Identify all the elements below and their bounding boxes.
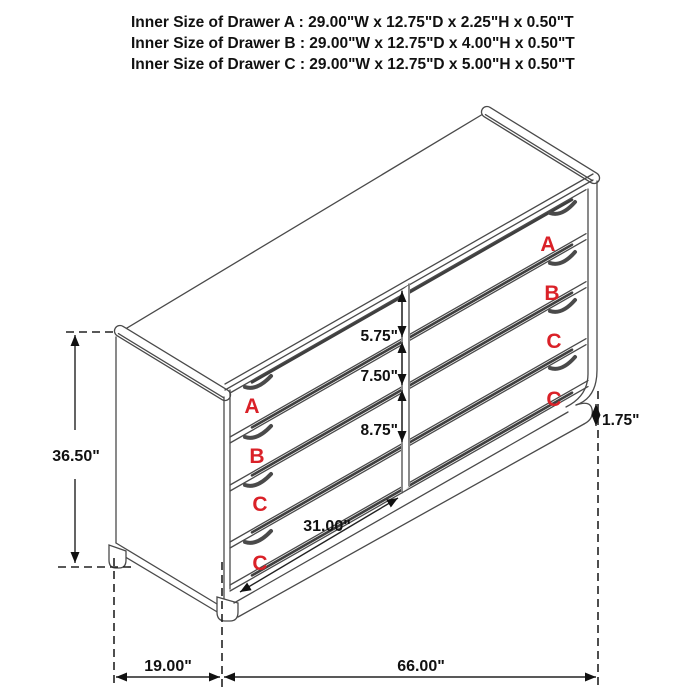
front-left-foot <box>217 597 238 621</box>
total-height-label: 36.50" <box>52 448 100 465</box>
front-right-edge-inner <box>566 189 588 407</box>
drawer-c-height-label: 8.75" <box>360 422 398 439</box>
side-panel-bottom-edge <box>116 543 222 607</box>
inner-size-line-a: Inner Size of Drawer A : 29.00"W x 12.75"D x 2.25"H x 0.50"T <box>131 14 574 31</box>
dimension-labels <box>52 328 639 675</box>
base-height-label: 1.75" <box>602 412 640 429</box>
side-panel-skirt-line <box>117 552 224 616</box>
gap-shadow-a <box>252 200 572 383</box>
top-rail-left <box>114 325 230 400</box>
back-left-foot <box>109 545 126 568</box>
inner-size-line-c: Inner Size of Drawer C : 29.00"W x 12.75"D x 5.00"H x 0.50"T <box>131 56 575 73</box>
drawer-letter-left-b: B <box>249 445 265 468</box>
drawer-letter-right-b: B <box>544 282 560 305</box>
top-rail-left-bevel <box>118 334 223 398</box>
front-right-edge-outer <box>576 181 597 405</box>
drawer-opening-width-label: 31.00" <box>303 518 351 535</box>
gap-shadow-bc <box>252 293 572 476</box>
side-depth-label: 19.00" <box>144 658 192 675</box>
inner-size-line-b: Inner Size of Drawer B : 29.00"W x 12.75"D x 4.00"H x 0.50"T <box>131 35 575 52</box>
drawer-letter-left-c1: C <box>252 493 268 516</box>
gap-shadow-ab <box>252 245 572 428</box>
drawer-letter-right-c1: C <box>546 330 562 353</box>
drawer-letter-right-a: A <box>540 233 556 256</box>
cabinet-outline <box>109 106 600 621</box>
drawer-a-height-label: 5.75" <box>360 328 398 345</box>
top-back-edge <box>122 111 488 331</box>
drawer-b-height-label: 7.50" <box>360 368 398 385</box>
top-rail-right <box>481 106 599 183</box>
drawer-letter-left-a: A <box>244 395 260 418</box>
top-rail-right-bevel <box>485 115 592 181</box>
drawer-letter-left-c2: C <box>252 552 268 575</box>
gap-shadow-bottom <box>252 393 572 576</box>
front-width-label: 66.00" <box>397 658 445 675</box>
base-right-cap <box>576 403 592 424</box>
gap-shadow-cc <box>252 350 572 533</box>
drawer-letter-right-c2: C <box>546 388 562 411</box>
